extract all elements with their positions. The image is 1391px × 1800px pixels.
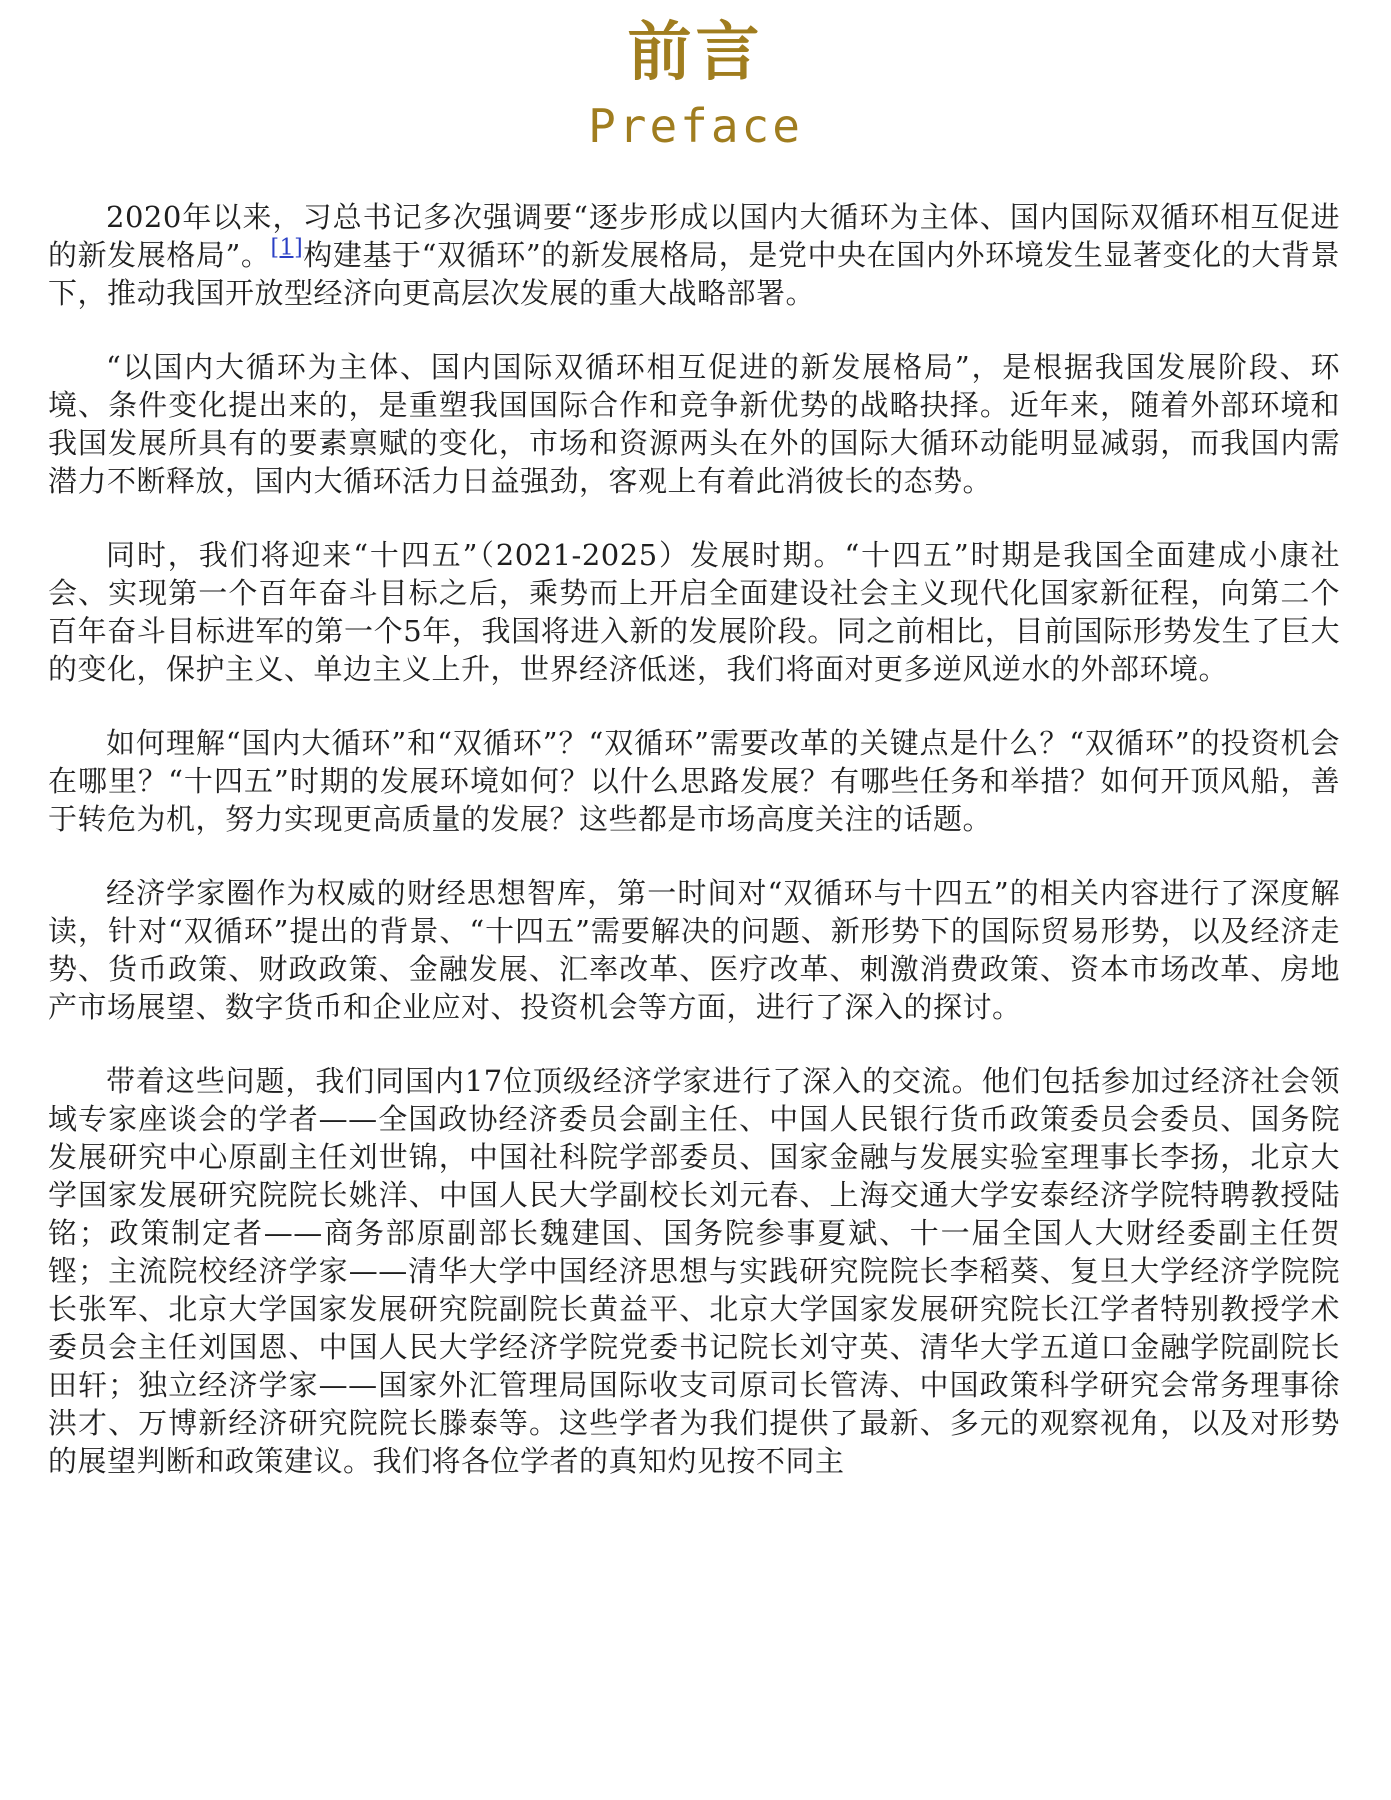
paragraph-6: 带着这些问题，我们同国内17位顶级经济学家进行了深入的交流。他们包括参加过经济社会领域专家座谈会的学者——全国政协经济委员会副主任、中国人民银行货币政策委员会委员、国务院发展研究中心原副主任刘世锦，中国社科院学部委员、国家金融与发展实验室理事长李扬，北京大学国家发展研究院院长姚洋、中国人民大学副校长刘元春、上海交通大学安泰经济学院特聘教授陆铭；政策制定者——商务部原副部长魏建国、国务院参事夏斌、十一届全国人大财经委副主任贺铿；主流院校经济学家——清华大学中国经济思想与实践研究院院长李稻葵、复旦大学经济学院院长张军、北京大学国家发展研究院副院长黄益平、北京大学国家发展研究院长江学者特别教授学术委员会主任刘国恩、中国人民大学经济学院党委书记院长刘守英、清华大学五道口金融学院副院长田轩；独立经济学家——国家外汇管理局国际收支司原司长管涛、中国政策科学研究会常务理事徐洪才、万博新经济研究院院长滕泰等。这些学者为我们提供了最新、多元的观察视角，以及对形势的展望判断和政策建议。我们将各位学者的真知灼见按不同主 [48,1064,1340,1478]
paragraph-1 [48,198,1340,312]
body-text [48,198,1340,1480]
paragraph-2: “以国内大循环为主体、国内国际双循环相互促进的新发展格局”，是根据我国发展阶段、环境、条件变化提出来的，是重塑我国国际合作和竞争新优势的战略抉择。近年来，随着外部环境和我国发展所具有的要素禀赋的变化，市场和资源两头在外的国际大循环动能明显减弱，而我国内需潜力不断释放，国内大循环活力日益强劲，客观上有着此消彼长的态势。 [48,350,1340,498]
footnote-link[interactable]: [1] [270,235,304,261]
page-title: 前言 [627,16,764,90]
paragraph-4: 如何理解“国内大循环”和“双循环”？“双循环”需要改革的关键点是什么？“双循环”的投资机会在哪里？“十四五”时期的发展环境如何？以什么思路发展？有哪些任务和举措？如何开顶风船，善于转危为机，努力实现更高质量的发展？这些都是市场高度关注的话题。 [48,726,1340,836]
paragraph-1-text-b: 构建基于“双循环”的新发展格局，是党中央在国内外环境发生显著变化的大背景下，推动我国开放型经济向更高层次发展的重大战略部署。 [48,238,1341,310]
paragraph-1-text-a: 2020年以来，习总书记多次强调要“逐步形成以国内大循环为主体、国内国际双循环相互促进的新发展格局”。 [48,200,1340,272]
paragraph-3: 同时，我们将迎来“十四五”（2021-2025）发展时期。“十四五”时期是我国全面建成小康社会、实现第一个百年奋斗目标之后，乘势而上开启全面建设社会主义现代化国家新征程，向第二个百年奋斗目标进军的第一个5年，我国将进入新的发展阶段。同之前相比，目前国际形势发生了巨大的变化，保护主义、单边主义上升，世界经济低迷，我们将面对更多逆风逆水的外部环境。 [48,538,1340,686]
paragraph-5: 经济学家圈作为权威的财经思想智库，第一时间对“双循环与十四五”的相关内容进行了深度解读，针对“双循环”提出的背景、“十四五”需要解决的问题、新形势下的国际贸易形势，以及经济走势、货币政策、财政政策、金融发展、汇率改革、医疗改革、刺激消费政策、资本市场改革、房地产市场展望、数字货币和企业应对、投资机会等方面，进行了深入的探讨。 [48,876,1340,1024]
page-subtitle: Preface [588,99,803,153]
